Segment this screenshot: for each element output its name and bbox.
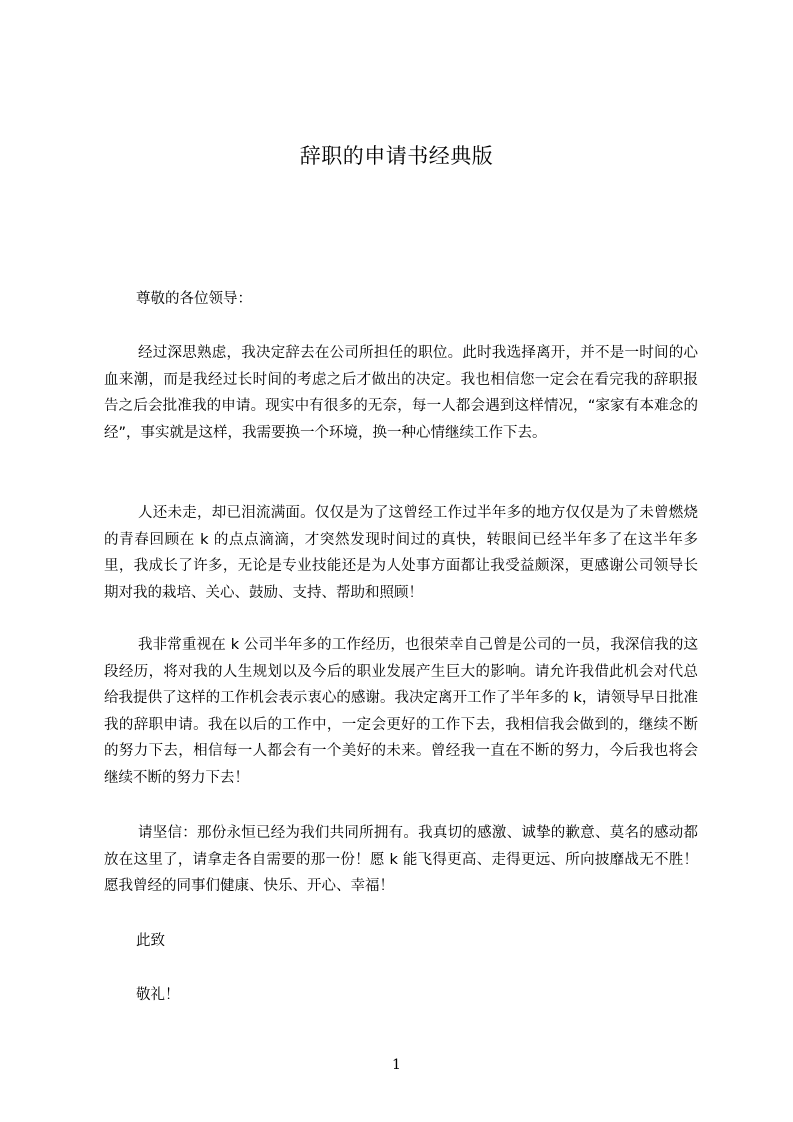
body-paragraph-2: 人还未走，却已泪流满面。仅仅是为了这曾经工作过半年多的地方仅仅是为了未曾燃烧的青春回顾在 k 的点点滴滴，才突然发现时间过的真快，转眼间已经半年多了在这半年多里，我成长了许多，无论是专业技能还是为人处事方面都让我受益颇深，更感谢公司领导长期对我的栽培、关心、鼓励、支持、帮助和照顾！ — [104, 505, 698, 601]
document-title: 辞职的申请书经典版 — [299, 144, 494, 168]
body-paragraph-3: 我非常重视在 k 公司半年多的工作经历，也很荣幸自己曾是公司的一员，我深信我的这段经历，将对我的人生规划以及今后的职业发展产生巨大的影响。请允许我借此机会对代总给我提供了这样的工作机会表示衷心的感谢。我决定离开工作了半年多的 k，请领导早日批准我的辞职申请。我在以后的工作中，一定会更好的工作下去，我相信我会做到的，继续不断的努力下去，相信每一人都会有一个美好的未来。曾经我一直在不断的努力，今后我也将会继续不断的努力下去！ — [104, 637, 698, 786]
body-paragraph-1: 经过深思熟虑，我决定辞去在公司所担任的职位。此时我选择离开，并不是一时间的心血来潮，而是我经过长时间的考虑之后才做出的决定。我也相信您一定会在看完我的辞职报告之后会批准我的申请。现实中有很多的无奈，每一人都会遇到这样情况，“家家有本难念的经”，事实就是这样，我需要换一个环境，换一种心情继续工作下去。 — [104, 345, 698, 441]
page-number: 1 — [392, 1057, 401, 1073]
body-paragraph-4: 请坚信：那份永恒已经为我们共同所拥有。我真切的感激、诚挚的歉意、莫名的感动都放在这里了，请拿走各自需要的那一份！愿 k 能飞得更高、走得更远、所向披靡战无不胜！愿我曾经的同事们健康、快乐、开心、幸福！ — [104, 825, 698, 894]
regards-line: 敬礼！ — [136, 987, 180, 1003]
salutation: 尊敬的各位领导： — [136, 291, 252, 307]
closing-line: 此致 — [136, 933, 165, 949]
